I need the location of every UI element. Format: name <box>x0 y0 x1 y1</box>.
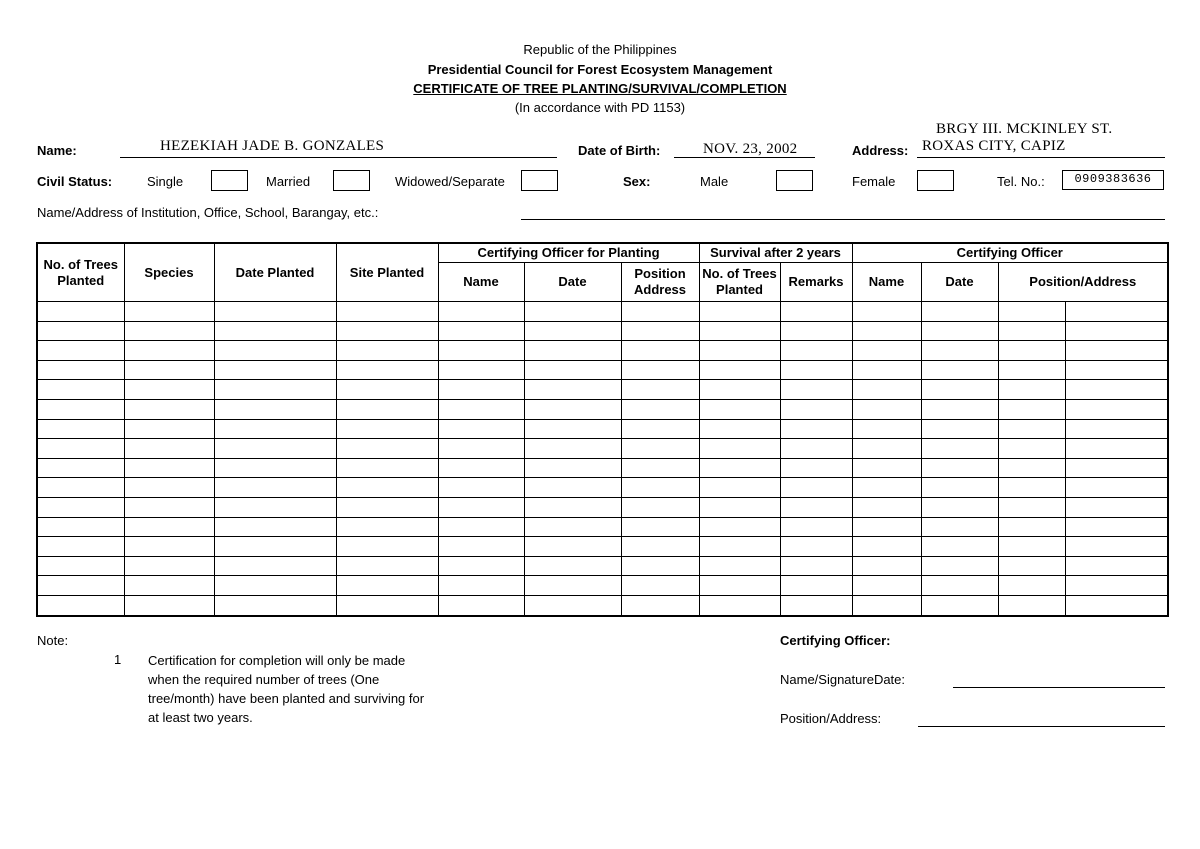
table-cell[interactable] <box>37 478 124 498</box>
table-cell[interactable] <box>921 360 998 380</box>
table-cell[interactable] <box>998 576 1065 596</box>
tel-label <box>997 174 1045 189</box>
table-cell[interactable] <box>852 341 921 361</box>
table-cell[interactable] <box>1065 576 1168 596</box>
table-cell[interactable] <box>438 458 524 478</box>
table-row <box>37 321 1168 341</box>
table-cell[interactable] <box>37 360 124 380</box>
table-cell[interactable] <box>621 419 699 439</box>
table-cell[interactable] <box>699 341 780 361</box>
table-cell[interactable] <box>37 595 124 615</box>
table-cell[interactable] <box>336 556 438 576</box>
table-cell[interactable] <box>921 302 998 322</box>
table-cell[interactable] <box>438 380 524 400</box>
table-cell[interactable] <box>852 517 921 537</box>
table-cell[interactable] <box>621 576 699 596</box>
table-cell[interactable] <box>780 478 852 498</box>
table-cell[interactable] <box>336 302 438 322</box>
table-row <box>37 458 1168 478</box>
table-cell[interactable] <box>1065 517 1168 537</box>
table-cell[interactable] <box>124 341 214 361</box>
table-cell[interactable] <box>1065 321 1168 341</box>
table-cell[interactable] <box>852 537 921 557</box>
name-value[interactable]: HEZEKIAH JADE B. GONZALES <box>160 138 385 154</box>
col-species: Species <box>124 243 214 302</box>
table-cell[interactable] <box>998 478 1065 498</box>
table-cell[interactable] <box>921 556 998 576</box>
table-cell[interactable] <box>336 595 438 615</box>
sub-position-address: Position Address <box>621 263 699 302</box>
table-cell[interactable] <box>214 576 336 596</box>
table-row <box>37 302 1168 322</box>
table-cell[interactable] <box>37 556 124 576</box>
table-cell[interactable] <box>699 439 780 459</box>
table-cell[interactable] <box>37 439 124 459</box>
table-cell[interactable] <box>524 399 621 419</box>
table-cell[interactable] <box>524 517 621 537</box>
note-number: 1 <box>114 652 122 667</box>
table-cell[interactable] <box>438 360 524 380</box>
name-field-line <box>120 157 557 158</box>
table-cell[interactable] <box>124 419 214 439</box>
sub-trees-planted: No. of Trees Planted <box>699 263 780 302</box>
table-cell[interactable] <box>699 419 780 439</box>
table-cell[interactable] <box>214 517 336 537</box>
table-cell[interactable] <box>1065 419 1168 439</box>
table-cell[interactable] <box>699 458 780 478</box>
table-cell[interactable] <box>699 556 780 576</box>
table-cell[interactable] <box>921 478 998 498</box>
table-cell[interactable] <box>921 458 998 478</box>
name-label: Name: <box>37 143 77 158</box>
table-cell[interactable] <box>524 419 621 439</box>
table-cell[interactable] <box>780 497 852 517</box>
table-cell[interactable] <box>998 341 1065 361</box>
table-cell[interactable] <box>37 419 124 439</box>
table-cell[interactable] <box>921 419 998 439</box>
table-cell[interactable] <box>621 458 699 478</box>
table-cell[interactable] <box>214 321 336 341</box>
table-cell[interactable] <box>336 399 438 419</box>
table-cell[interactable] <box>780 556 852 576</box>
table-row <box>37 576 1168 596</box>
col-site-planted: Site Planted <box>336 243 438 302</box>
table-cell[interactable] <box>780 576 852 596</box>
certifying-officer-label: Certifying Officer: <box>780 633 891 648</box>
sub-position-address-2: Position/Address <box>998 263 1168 302</box>
table-cell[interactable] <box>699 302 780 322</box>
table-cell[interactable] <box>524 302 621 322</box>
table-cell[interactable] <box>998 517 1065 537</box>
table-cell[interactable] <box>621 439 699 459</box>
group-survival: Survival after 2 years <box>699 243 852 263</box>
table-cell[interactable] <box>621 321 699 341</box>
table-cell[interactable] <box>780 537 852 557</box>
sub-name-2: Name <box>852 263 921 302</box>
tree-planting-table <box>36 242 1169 617</box>
address-line1[interactable]: BRGY III. MCKINLEY ST. <box>936 121 1113 137</box>
table-cell[interactable] <box>37 497 124 517</box>
table-cell[interactable] <box>524 458 621 478</box>
sub-date: Date <box>524 263 621 302</box>
table-cell[interactable] <box>1065 556 1168 576</box>
table-cell[interactable] <box>37 321 124 341</box>
table-cell[interactable] <box>621 380 699 400</box>
table-cell[interactable] <box>780 419 852 439</box>
table-cell[interactable] <box>780 439 852 459</box>
table-cell[interactable] <box>124 497 214 517</box>
table-cell[interactable] <box>214 419 336 439</box>
certificate-title: CERTIFICATE OF TREE PLANTING/SURVIVAL/COMPLETION <box>413 81 787 96</box>
table-cell[interactable] <box>852 556 921 576</box>
dob-value[interactable]: NOV. 23, 2002 <box>703 141 798 157</box>
table-cell[interactable] <box>214 399 336 419</box>
table-cell[interactable] <box>438 478 524 498</box>
table-cell[interactable] <box>124 321 214 341</box>
table-cell[interactable] <box>699 360 780 380</box>
married-label: Married <box>266 174 311 189</box>
male-checkbox[interactable] <box>776 170 813 191</box>
table-cell[interactable] <box>438 517 524 537</box>
table-cell[interactable] <box>699 576 780 596</box>
table-cell[interactable] <box>780 360 852 380</box>
table-cell[interactable] <box>124 360 214 380</box>
table-cell[interactable] <box>1065 458 1168 478</box>
table-cell[interactable] <box>336 458 438 478</box>
table-cell[interactable] <box>524 497 621 517</box>
table-cell[interactable] <box>921 399 998 419</box>
table-cell[interactable] <box>37 341 124 361</box>
table-cell[interactable] <box>921 576 998 596</box>
table-cell[interactable] <box>1065 302 1168 322</box>
table-cell[interactable] <box>37 517 124 537</box>
table-row <box>37 497 1168 517</box>
table-cell[interactable] <box>998 497 1065 517</box>
table-cell[interactable] <box>336 517 438 537</box>
table-cell[interactable] <box>852 321 921 341</box>
table-cell[interactable] <box>524 360 621 380</box>
table-cell[interactable] <box>438 419 524 439</box>
council-heading: Presidential Council for Forest Ecosystem Management <box>427 62 773 77</box>
table-cell[interactable] <box>998 537 1065 557</box>
table-cell[interactable] <box>438 321 524 341</box>
table-cell[interactable] <box>438 399 524 419</box>
table-cell[interactable] <box>214 341 336 361</box>
table-cell[interactable] <box>214 380 336 400</box>
table-cell[interactable] <box>780 399 852 419</box>
table-cell[interactable] <box>438 341 524 361</box>
table-cell[interactable] <box>124 595 214 615</box>
table-cell[interactable] <box>438 537 524 557</box>
table-cell[interactable] <box>852 419 921 439</box>
table-cell[interactable] <box>699 497 780 517</box>
table-cell[interactable] <box>621 478 699 498</box>
table-cell[interactable] <box>37 458 124 478</box>
note-text: Certification for completion will only be made when the required number of trees (One tree/month) have been planted and surviving for at least two years. <box>148 653 425 725</box>
table-cell[interactable] <box>921 341 998 361</box>
table-cell[interactable] <box>438 497 524 517</box>
table-cell[interactable] <box>336 341 438 361</box>
institution-field-line[interactable] <box>521 219 1165 220</box>
sub-date-2: Date <box>921 263 998 302</box>
widowed-checkbox[interactable] <box>521 170 558 191</box>
table-cell[interactable] <box>124 556 214 576</box>
sub-name: Name <box>438 263 524 302</box>
table-cell[interactable] <box>214 556 336 576</box>
table-cell[interactable] <box>438 595 524 615</box>
table-cell[interactable] <box>852 380 921 400</box>
table-row <box>37 419 1168 439</box>
table-cell[interactable] <box>336 537 438 557</box>
table-cell[interactable] <box>699 517 780 537</box>
table-cell[interactable] <box>1065 478 1168 498</box>
table-cell[interactable] <box>336 360 438 380</box>
table-cell[interactable] <box>998 399 1065 419</box>
table-cell[interactable] <box>524 321 621 341</box>
tel-value-box[interactable]: 0909383636 <box>1062 170 1164 190</box>
table-cell[interactable] <box>37 576 124 596</box>
table-cell[interactable] <box>124 517 214 537</box>
table-cell[interactable] <box>621 341 699 361</box>
table-cell[interactable] <box>336 576 438 596</box>
table-cell[interactable] <box>921 517 998 537</box>
table-cell[interactable] <box>780 380 852 400</box>
table-cell[interactable] <box>780 302 852 322</box>
table-cell[interactable] <box>336 497 438 517</box>
position-address-line[interactable] <box>918 726 1165 727</box>
table-cell[interactable] <box>336 439 438 459</box>
table-cell[interactable] <box>1065 360 1168 380</box>
table-cell[interactable] <box>524 478 621 498</box>
table-cell[interactable] <box>998 458 1065 478</box>
table-cell[interactable] <box>998 321 1065 341</box>
table-cell[interactable] <box>214 595 336 615</box>
single-label: Single <box>147 174 184 189</box>
table-cell[interactable] <box>1065 595 1168 615</box>
table-cell[interactable] <box>214 439 336 459</box>
table-cell[interactable] <box>852 478 921 498</box>
table-cell[interactable] <box>998 302 1065 322</box>
table-cell[interactable] <box>124 458 214 478</box>
table-cell[interactable] <box>214 360 336 380</box>
table-cell[interactable] <box>336 419 438 439</box>
name-signature-line[interactable] <box>953 687 1165 688</box>
address-line2[interactable]: ROXAS CITY, CAPIZ <box>922 138 1066 154</box>
col-trees-planted: No. of Trees Planted <box>37 243 124 302</box>
table-cell[interactable] <box>780 321 852 341</box>
table-cell[interactable] <box>124 302 214 322</box>
single-checkbox[interactable] <box>211 170 248 191</box>
table-cell[interactable] <box>1065 439 1168 459</box>
table-cell[interactable] <box>921 497 998 517</box>
table-cell[interactable] <box>780 517 852 537</box>
civil-status-label: Civil Status: <box>37 174 113 189</box>
table-cell[interactable] <box>621 595 699 615</box>
table-cell[interactable] <box>124 576 214 596</box>
table-cell[interactable] <box>1065 537 1168 557</box>
address-label: Address: <box>852 143 909 158</box>
table-cell[interactable] <box>998 380 1065 400</box>
table-cell[interactable] <box>921 439 998 459</box>
table-row <box>37 360 1168 380</box>
table-cell[interactable] <box>1065 380 1168 400</box>
table-body <box>37 302 1168 616</box>
table-cell[interactable] <box>37 537 124 557</box>
table-cell[interactable] <box>524 341 621 361</box>
table-cell[interactable] <box>37 380 124 400</box>
table-cell[interactable] <box>699 537 780 557</box>
table-cell[interactable] <box>524 595 621 615</box>
table-cell[interactable] <box>852 458 921 478</box>
table-cell[interactable] <box>852 497 921 517</box>
table-cell[interactable] <box>852 360 921 380</box>
tel-label-text: Tel. No.: <box>997 174 1045 189</box>
table-row <box>37 380 1168 400</box>
republic-heading: Republic of the Philippines <box>523 42 677 57</box>
table-cell[interactable] <box>124 478 214 498</box>
table-cell[interactable] <box>214 537 336 557</box>
group-certifying-officer-planting: Certifying Officer for Planting <box>438 243 699 263</box>
address-field-line <box>917 157 1165 158</box>
table-row <box>37 399 1168 419</box>
table-cell[interactable] <box>921 537 998 557</box>
table-cell[interactable] <box>524 439 621 459</box>
table-cell[interactable] <box>621 302 699 322</box>
accordance-note: (In accordance with PD 1153) <box>514 100 686 115</box>
table-cell[interactable] <box>699 478 780 498</box>
table-row <box>37 439 1168 459</box>
table-cell[interactable] <box>37 302 124 322</box>
table-cell[interactable] <box>998 439 1065 459</box>
note-label: Note: <box>37 633 69 648</box>
table-cell[interactable] <box>699 595 780 615</box>
female-label: Female <box>852 174 896 189</box>
table-cell[interactable] <box>438 556 524 576</box>
table-cell[interactable] <box>998 595 1065 615</box>
table-cell[interactable] <box>1065 399 1168 419</box>
table-cell[interactable] <box>336 321 438 341</box>
table-cell[interactable] <box>438 439 524 459</box>
table-cell[interactable] <box>214 478 336 498</box>
table-row <box>37 595 1168 615</box>
table-cell[interactable] <box>124 380 214 400</box>
table-cell[interactable] <box>852 302 921 322</box>
table-row <box>37 556 1168 576</box>
table-cell[interactable] <box>852 595 921 615</box>
table-cell[interactable] <box>998 360 1065 380</box>
table-cell[interactable] <box>699 380 780 400</box>
table-cell[interactable] <box>621 497 699 517</box>
group-certifying-officer: Certifying Officer <box>852 243 1168 263</box>
table-cell[interactable] <box>780 595 852 615</box>
table-cell[interactable] <box>214 497 336 517</box>
table-cell[interactable] <box>124 439 214 459</box>
table-cell[interactable] <box>124 399 214 419</box>
table-cell[interactable] <box>998 419 1065 439</box>
table-cell[interactable] <box>124 537 214 557</box>
table-cell[interactable] <box>524 537 621 557</box>
table-cell[interactable] <box>524 576 621 596</box>
table-cell[interactable] <box>699 399 780 419</box>
married-checkbox[interactable] <box>333 170 370 191</box>
col-date-planted: Date Planted <box>214 243 336 302</box>
table-cell[interactable] <box>921 380 998 400</box>
table-cell[interactable] <box>621 556 699 576</box>
institution-label: Name/Address of Institution, Office, School, Barangay, etc.: <box>37 205 379 220</box>
table-cell[interactable] <box>438 302 524 322</box>
table-cell[interactable] <box>852 439 921 459</box>
widowed-label: Widowed/Separate <box>395 174 505 189</box>
table-row <box>37 517 1168 537</box>
table-cell[interactable] <box>852 399 921 419</box>
table-row <box>37 341 1168 361</box>
table-cell[interactable] <box>998 556 1065 576</box>
dob-label: Date of Birth: <box>578 143 661 158</box>
table-cell[interactable] <box>1065 341 1168 361</box>
table-cell[interactable] <box>621 399 699 419</box>
male-label: Male <box>700 174 729 189</box>
table-cell[interactable] <box>37 399 124 419</box>
table-cell[interactable] <box>921 321 998 341</box>
table-cell[interactable] <box>621 537 699 557</box>
table-cell[interactable] <box>780 458 852 478</box>
table-cell[interactable] <box>214 458 336 478</box>
female-checkbox[interactable] <box>917 170 954 191</box>
table-row <box>37 478 1168 498</box>
table-cell[interactable] <box>336 380 438 400</box>
table-cell[interactable] <box>621 360 699 380</box>
table-cell[interactable] <box>921 595 998 615</box>
table-cell[interactable] <box>524 556 621 576</box>
table-cell[interactable] <box>1065 497 1168 517</box>
table-row <box>37 537 1168 557</box>
table-cell[interactable] <box>621 517 699 537</box>
table-cell[interactable] <box>214 302 336 322</box>
table-cell[interactable] <box>780 341 852 361</box>
position-address-label: Position/Address: <box>780 711 882 726</box>
sex-label: Sex: <box>623 174 651 189</box>
table-cell[interactable] <box>336 478 438 498</box>
table-cell[interactable] <box>852 576 921 596</box>
table-cell[interactable] <box>438 576 524 596</box>
name-signature-label: Name/SignatureDate: <box>780 672 906 687</box>
sub-remarks: Remarks <box>780 263 852 302</box>
table-cell[interactable] <box>524 380 621 400</box>
table-cell[interactable] <box>699 321 780 341</box>
